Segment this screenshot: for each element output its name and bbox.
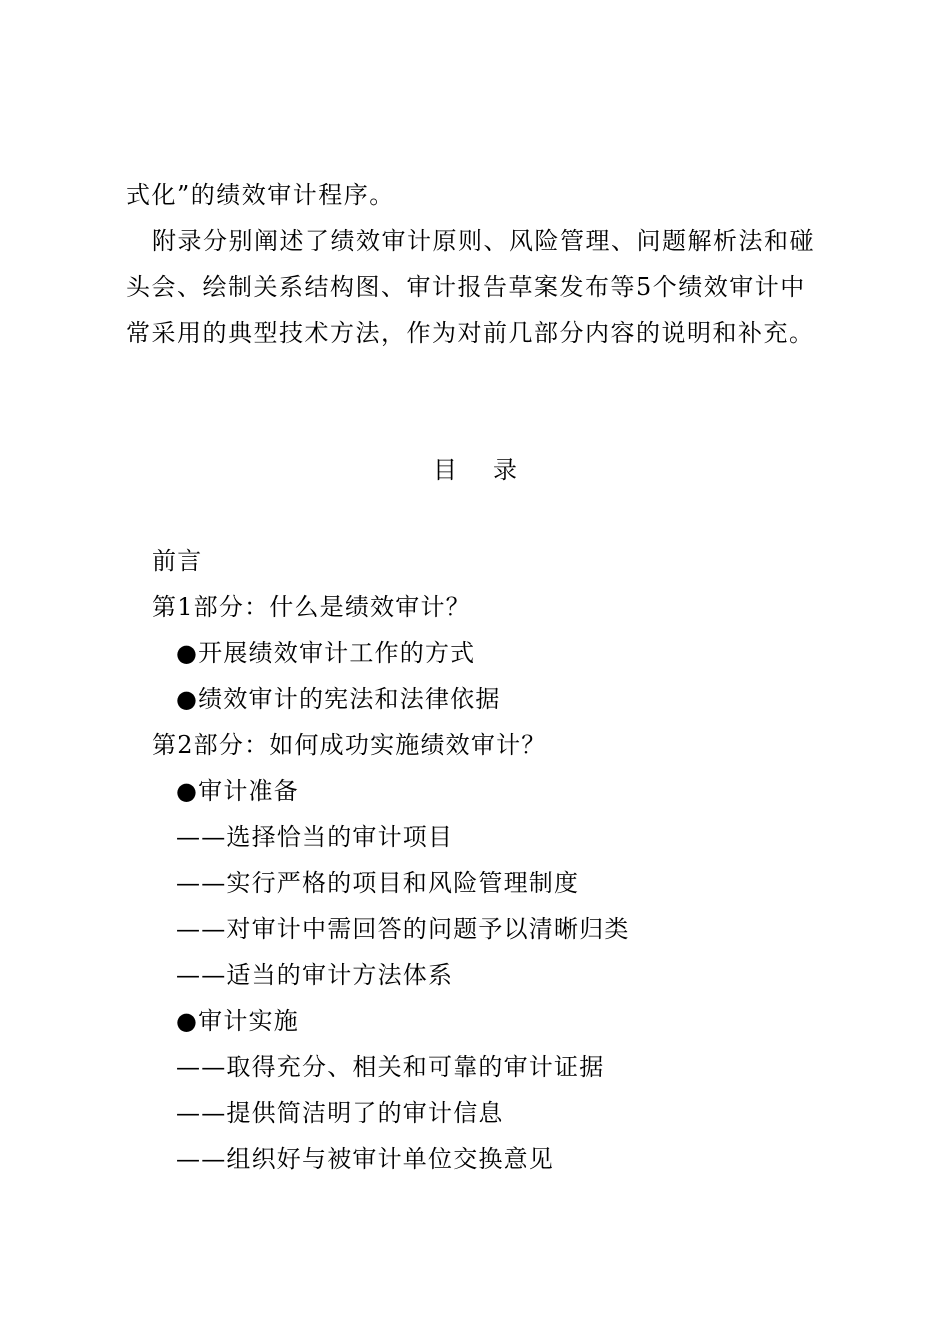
- toc-item-subitem: ——适当的审计方法体系: [176, 961, 454, 989]
- toc-item-part-1: 第1部分：什么是绩效审计？: [152, 593, 471, 621]
- toc-item-bullet: ●审计实施: [176, 1007, 299, 1035]
- toc-title-char: 目: [433, 456, 457, 484]
- toc-item-subitem: ——组织好与被审计单位交换意见: [176, 1145, 554, 1173]
- toc-item-subitem: ——取得充分、相关和可靠的审计证据: [176, 1053, 605, 1081]
- toc-title-char: 录: [493, 456, 517, 484]
- intro-paragraphs: [126, 172, 832, 356]
- paragraph-line: 常采用的典型技术方法，作为对前几部分内容的说明和补充。: [126, 319, 815, 347]
- toc-item-bullet: ●开展绩效审计工作的方式: [176, 639, 476, 667]
- paragraph-line: 附录分别阐述了绩效审计原则、风险管理、问题解析法和碰: [152, 227, 815, 255]
- paragraph-line: 头会、绘制关系结构图、审计报告草案发布等5个绩效审计中: [126, 273, 806, 301]
- toc-item-subitem: ——对审计中需回答的问题予以清晰归类: [176, 915, 630, 943]
- toc-item-preface: 前言: [152, 547, 203, 575]
- toc-item-part-2: 第2部分：如何成功实施绩效审计？: [152, 731, 547, 759]
- toc-item-subitem: ——实行严格的项目和风险管理制度: [176, 869, 580, 897]
- toc-item-subitem: ——提供简洁明了的审计信息: [176, 1099, 504, 1127]
- toc-item-bullet: ●审计准备: [176, 777, 299, 805]
- toc-title: [0, 452, 950, 488]
- toc-item-subitem: ——选择恰当的审计项目: [176, 823, 454, 851]
- toc-item-bullet: ●绩效审计的宪法和法律依据: [176, 685, 501, 713]
- paragraph-line: 式化”的绩效审计程序。: [126, 181, 395, 209]
